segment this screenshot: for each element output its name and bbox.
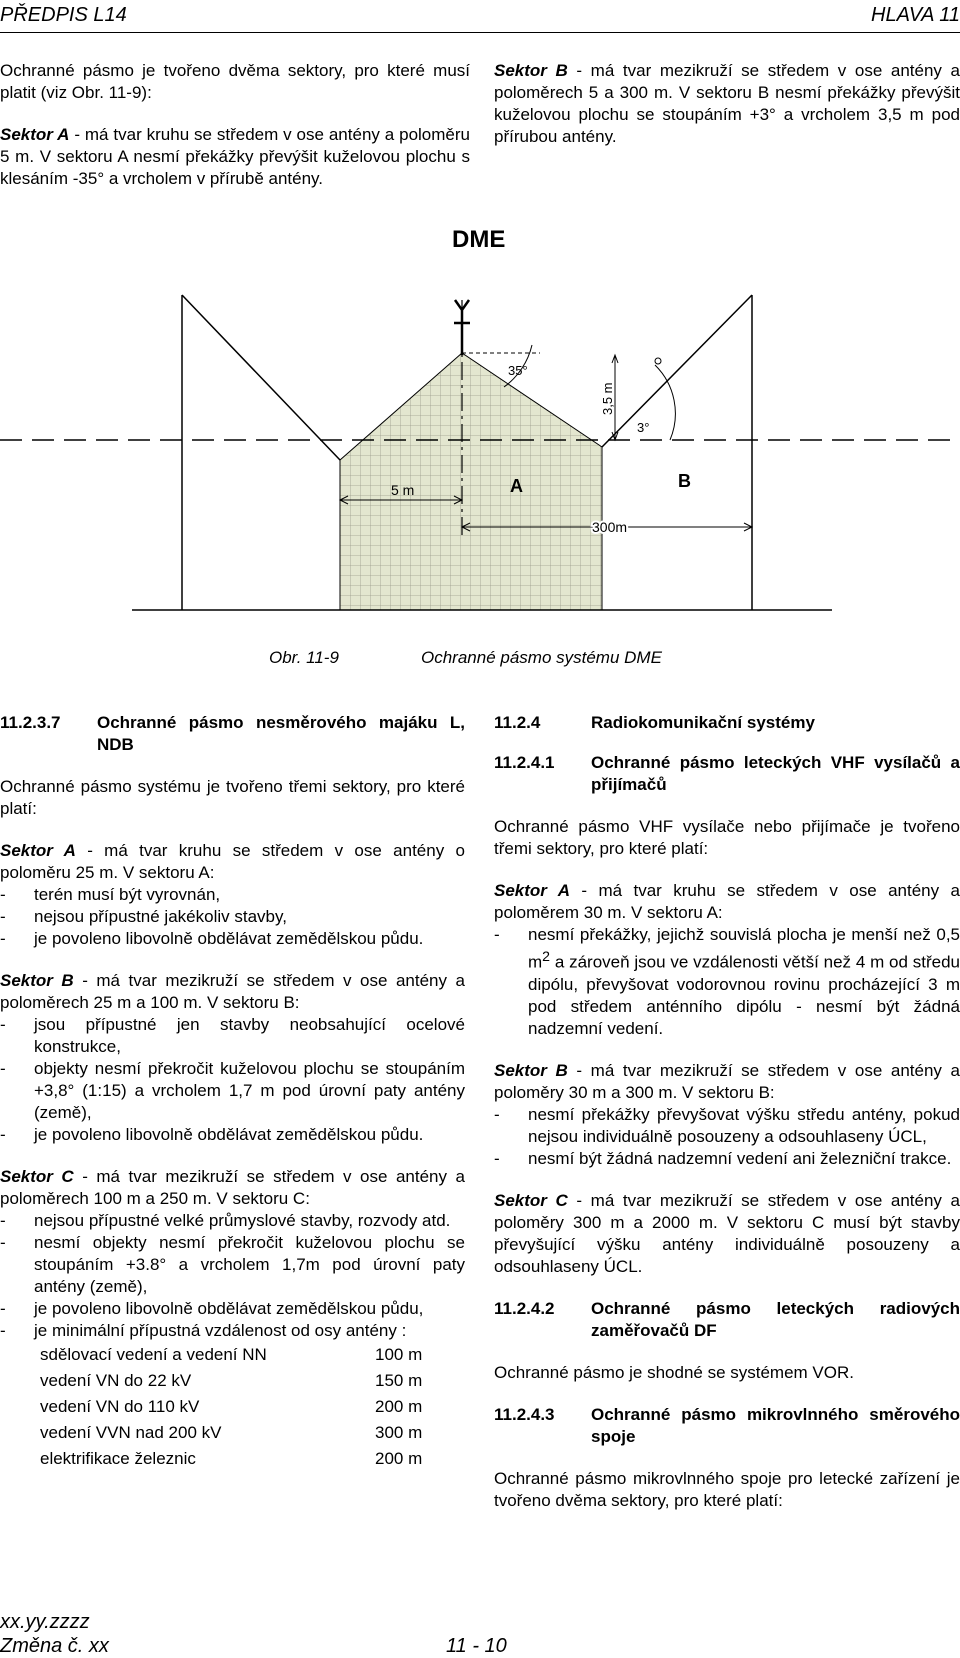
sector-b-text: - má tvar mezikruží se středem v ose antény a poloměrech 5 a 300 m. V sektoru B nesmí překážky převýšit kuželovou plochu se stoupáním +3° a vrcholem 3,5 m pod přírubou antény. bbox=[494, 61, 960, 146]
sector-a-text: - má tvar kruhu se středem v ose antény a poloměru 5 m. V sektoru A nesmí překážky převýšit kuželovou plochu s klesáním -35° a vrcholem v přírubě antény. bbox=[0, 125, 470, 188]
intro-right bbox=[494, 60, 960, 148]
vhf-sector-c-text: - má tvar mezikruží se středem v ose antény a poloměry 300 m a 2000 m. V sektoru C musí být stavby převyšující výšku antény individuálně posouzeny a odsouhlaseny ÚCL. bbox=[494, 1190, 960, 1276]
section-heading-11-2-4-1 bbox=[494, 752, 960, 796]
section-heading-11-2-4 bbox=[494, 712, 960, 734]
item-text: a zároveň jsou ve vzdálenosti větší než 4 m od středu dipólu, převyšovat vodorovnou rovinu procházející 3 m pod středem anténního dipólu - nesmí být žádná nadzemní vedení. bbox=[528, 952, 960, 1038]
section-heading-11-2-4-3 bbox=[494, 1404, 960, 1448]
list-item: - nesmí být žádná nadzemní vedení ani železniční trakce. bbox=[494, 1148, 960, 1170]
list-item: - nesmí objekty nesmí překročit kuželovou plochu se stoupáním +3.8° a vrcholem 1,7m pod úrovní paty antény (země), bbox=[0, 1232, 465, 1298]
item-text: nesmí překážky, jejichž souvislá plocha je menší než 0,5 m bbox=[528, 925, 960, 972]
intro-left bbox=[0, 60, 470, 190]
antenna-icon bbox=[454, 300, 470, 355]
label-a: A bbox=[510, 476, 523, 496]
label-3-5m: 3,5 m bbox=[600, 382, 615, 415]
section-title: Radiokomunikační systémy bbox=[591, 713, 815, 732]
distance-name: vedení VVN nad 200 kV bbox=[40, 1423, 222, 1442]
vhf-sector-a-label: Sektor A bbox=[494, 881, 570, 900]
section-number: 11.2.4 bbox=[494, 713, 541, 732]
vhf-sector-b-list bbox=[494, 1104, 960, 1170]
list-item: - je minimální přípustná vzdálenost od osy antény : bbox=[0, 1320, 465, 1342]
distance-value: 200 m bbox=[375, 1397, 423, 1416]
list-item: - jsou přípustné jen stavby neobsahující ocelové konstrukce, bbox=[0, 1014, 465, 1058]
distance-value: 150 m bbox=[375, 1371, 423, 1390]
section-title: Ochranné pásmo nesměrového majáku L, NDB bbox=[97, 713, 465, 754]
distance-value: 300 m bbox=[375, 1423, 423, 1442]
vhf-sector-c-label: Sektor C bbox=[494, 1190, 568, 1210]
distance-value: 200 m bbox=[375, 1449, 423, 1468]
ndb-sector-a-list bbox=[0, 884, 465, 950]
header-right: HLAVA 11 bbox=[871, 4, 960, 26]
dme-diagram bbox=[0, 215, 960, 640]
distance-name: elektrifikace železnic bbox=[40, 1449, 196, 1468]
label-b: B bbox=[678, 471, 691, 491]
ndb-sector-b-list bbox=[0, 1014, 465, 1146]
sector-b-label: Sektor B bbox=[494, 61, 568, 80]
page-number: 11 - 10 bbox=[446, 1635, 507, 1657]
section-number: 11.2.3.7 bbox=[0, 713, 61, 732]
footer bbox=[0, 1610, 109, 1658]
distance-table bbox=[40, 1342, 465, 1472]
section-heading-11-2-3-7 bbox=[0, 712, 465, 756]
section-number: 11.2.4.2 bbox=[494, 1298, 555, 1318]
right-column bbox=[494, 712, 960, 1512]
list-item: - terén musí být vyrovnán, bbox=[0, 884, 465, 906]
label-5m: 5 m bbox=[391, 482, 415, 498]
vhf-sector-b-label: Sektor B bbox=[494, 1060, 568, 1080]
ndb-sector-c-text: - má tvar mezikruží se středem v ose antény a poloměrech 100 m a 250 m. V sektoru C: bbox=[0, 1167, 465, 1208]
df-paragraph: Ochranné pásmo je shodné se systémem VOR. bbox=[494, 1362, 854, 1382]
ndb-sector-c bbox=[0, 1166, 465, 1210]
ndb-sector-b bbox=[0, 970, 465, 1014]
vhf-sector-b-text: - má tvar mezikruží se středem v ose antény a poloměry 30 m a 300 m. V sektoru B: bbox=[494, 1060, 960, 1102]
ndb-sector-a-text: - má tvar kruhu se středem v ose antény o poloměru 25 m. V sektoru A: bbox=[0, 841, 465, 882]
list-item: - nejsou přípustné jakékoliv stavby, bbox=[0, 906, 465, 928]
sector-a-region bbox=[340, 353, 602, 610]
section-number: 11.2.4.3 bbox=[494, 1404, 555, 1424]
label-300m: 300m bbox=[592, 519, 628, 535]
sector-a-label: Sektor A bbox=[0, 125, 70, 144]
vhf-sector-c bbox=[494, 1190, 960, 1278]
section-heading-11-2-4-2 bbox=[494, 1298, 960, 1342]
list-item: - nesmí překážky převyšovat výšku středu antény, pokud nejsou individuálně posouzeny a odsouhlaseny ÚCL, bbox=[494, 1104, 960, 1148]
figure-title: DME bbox=[452, 226, 506, 253]
list-item: - je povoleno libovolně obdělávat zemědělskou půdu. bbox=[0, 1124, 465, 1146]
footer-date: xx.yy.zzzz bbox=[0, 1611, 90, 1633]
ndb-intro: Ochranné pásmo systému je tvořeno třemi sektory, pro které platí: bbox=[0, 777, 465, 818]
intro-sector-b bbox=[494, 60, 960, 148]
left-column bbox=[0, 712, 465, 1472]
distance-name: vedení VN do 22 kV bbox=[40, 1371, 192, 1390]
section-title: Ochranné pásmo leteckých VHF vysílačů a přijímačů bbox=[591, 753, 960, 794]
caption-number: Obr. 11-9 bbox=[269, 648, 339, 667]
list-item: - je povoleno libovolně obdělávat zemědělskou půdu. bbox=[0, 928, 465, 950]
ndb-sector-b-text: - má tvar mezikruží se středem v ose antény a poloměrech 25 m a 100 m. V sektoru B: bbox=[0, 971, 465, 1012]
section-number: 11.2.4.1 bbox=[494, 753, 555, 772]
label-3: 3° bbox=[637, 420, 650, 435]
distance-name: vedení VN do 110 kV bbox=[40, 1397, 200, 1416]
list-item: - nejsou přípustné velké průmyslové stavby, rozvody atd. bbox=[0, 1210, 465, 1232]
vhf-intro: Ochranné pásmo VHF vysílače nebo přijímače je tvořeno třemi sektory, pro které platí: bbox=[494, 817, 960, 858]
list-item: - je povoleno libovolně obdělávat zemědělskou půdu, bbox=[0, 1298, 465, 1320]
distance-value: 100 m bbox=[375, 1345, 423, 1364]
ndb-sector-a bbox=[0, 840, 465, 884]
footer-change: Změna č. xx bbox=[0, 1635, 109, 1657]
superscript: 2 bbox=[542, 949, 551, 965]
list-item bbox=[494, 924, 960, 1040]
intro-sector-a bbox=[0, 124, 470, 190]
distance-name: sdělovací vedení a vedení NN bbox=[40, 1345, 267, 1364]
ndb-sector-a-label: Sektor A bbox=[0, 841, 76, 860]
caption-text: Ochranné pásmo systému DME bbox=[421, 648, 662, 667]
vhf-sector-a bbox=[494, 880, 960, 924]
ndb-sector-b-label: Sektor B bbox=[0, 971, 74, 990]
intro-paragraph: Ochranné pásmo je tvořeno dvěma sektory, pro které musí platit (viz Obr. 11-9): bbox=[0, 61, 470, 102]
page-header bbox=[0, 0, 960, 33]
vhf-sector-a-text: - má tvar kruhu se středem v ose antény a poloměrem 30 m. V sektoru A: bbox=[494, 881, 960, 922]
vhf-sector-a-list bbox=[494, 924, 960, 1040]
microwave-paragraph: Ochranné pásmo mikrovlnného spoje pro letecké zařízení je tvořeno dvěma sektory, pro které platí: bbox=[494, 1468, 960, 1510]
label-35: 35° bbox=[508, 363, 528, 378]
section-title: Ochranné pásmo mikrovlnného směrového spoje bbox=[591, 1404, 960, 1446]
header-left: PŘEDPIS L14 bbox=[0, 4, 127, 26]
ndb-sector-c-label: Sektor C bbox=[0, 1167, 74, 1186]
vhf-sector-b bbox=[494, 1060, 960, 1104]
section-title: Ochranné pásmo leteckých radiových zaměřovačů DF bbox=[591, 1298, 960, 1340]
ndb-sector-c-list bbox=[0, 1210, 465, 1342]
list-item: - objekty nesmí překročit kuželovou plochu se stoupáním +3,8° (1:15) a vrcholem 1,7 m pod úrovní paty antény (země), bbox=[0, 1058, 465, 1124]
